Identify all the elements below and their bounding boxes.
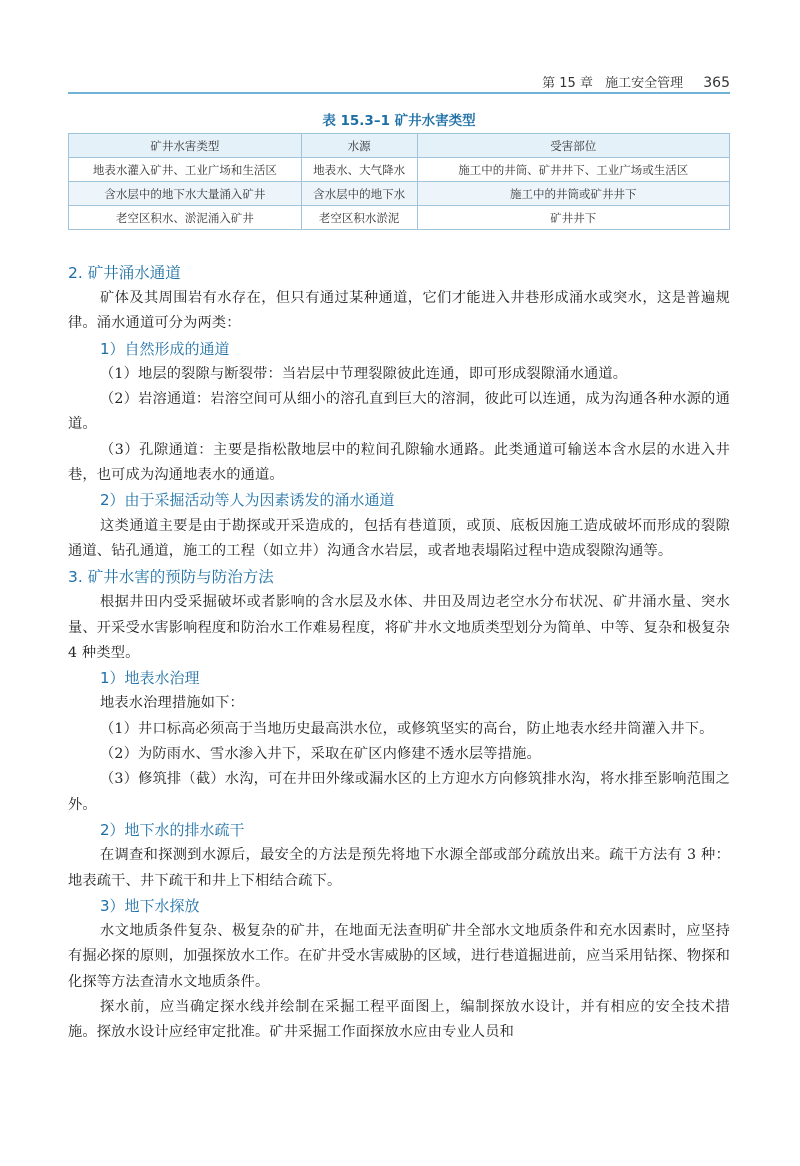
table-cell: 地表水、大气降水 bbox=[301, 158, 417, 182]
paragraph: 在调查和探测到水源后，最安全的方法是预先将地下水源全部或部分疏放出来。疏干方法有 3 种：地表疏干、井下疏干和井上下相结合疏下。 bbox=[68, 847, 730, 889]
paragraph: （2）为防雨水、雪水渗入井下，采取在矿区内修建不透水层等措施。 bbox=[100, 746, 541, 763]
section-heading: 3. 矿井水害的预防与防治方法 bbox=[68, 568, 274, 587]
page-number: 365 bbox=[703, 75, 730, 91]
subsection-heading: 1）地表水治理 bbox=[100, 669, 200, 688]
table-row bbox=[69, 158, 730, 182]
table-cell: 矿井井下 bbox=[417, 206, 729, 230]
subsection-heading: 1）自然形成的通道 bbox=[100, 339, 230, 358]
table-cell: 施工中的井筒或矿井井下 bbox=[417, 182, 729, 206]
chapter-label: 第 15 章 bbox=[542, 76, 593, 91]
paragraph: 矿体及其周围岩有水存在，但只有通过某种通道，它们才能进入井巷形成涌水或突水，这是普遍规律。涌水通道可分为两类： bbox=[68, 290, 730, 332]
subsection-heading: 2）由于采掘活动等人为因素诱发的涌水通道 bbox=[100, 491, 395, 510]
paragraph: （3）修筑排（截）水沟，可在井田外缘或漏水区的上方迎水方向修筑排水沟，将水排至影响范围之外。 bbox=[68, 771, 730, 813]
hazard-type-table bbox=[68, 133, 730, 230]
section-heading: 2. 矿井涌水通道 bbox=[68, 264, 181, 282]
table-cell: 含水层中的地下水大量涌入矿井 bbox=[69, 182, 302, 206]
body-text bbox=[68, 260, 730, 1046]
table-cell: 老空区积水、淤泥涌入矿井 bbox=[69, 206, 302, 230]
table-header-row bbox=[69, 134, 730, 158]
table-cell: 地表水灌入矿井、工业广场和生活区 bbox=[69, 158, 302, 182]
running-header bbox=[68, 68, 730, 94]
paragraph: （2）岩溶通道：岩溶空间可从细小的溶孔直到巨大的溶洞，彼此可以连通，成为沟通各种水源的通道。 bbox=[68, 391, 730, 433]
paragraph: 水文地质条件复杂、极复杂的矿井，在地面无法查明矿井全部水文地质条件和充水因素时，应坚持有掘必探的原则，加强探放水工作。在矿井受水害威胁的区域，进行巷道掘进前，应当采用钻探、物探和化探等方法查清水文地质条件。 bbox=[68, 923, 730, 990]
table-caption: 表 15.3–1 矿井水害类型 bbox=[322, 113, 476, 129]
table-cell: 含水层中的地下水 bbox=[301, 182, 417, 206]
paragraph: 地表水治理措施如下： bbox=[100, 695, 244, 712]
table-cell: 老空区积水淤泥 bbox=[301, 206, 417, 230]
subsection-heading: 2）地下水的排水疏干 bbox=[100, 820, 245, 839]
table-header-cell: 矿井水害类型 bbox=[69, 134, 302, 158]
table-cell: 施工中的井筒、矿井井下、工业广场或生活区 bbox=[417, 158, 729, 182]
paragraph: 这类通道主要是由于勘探或开采造成的，包括有巷道顶，或顶、底板因施工造成破坏而形成的裂隙通道、钻孔通道，施工的工程（如立井）沟通含水岩层，或者地表塌陷过程中造成裂隙沟通等。 bbox=[68, 517, 730, 559]
table-header-cell: 受害部位 bbox=[417, 134, 729, 158]
paragraph: （1）井口标高必须高于当地历史最高洪水位，或修筑坚实的高台，防止地表水经井筒灌入井下。 bbox=[100, 720, 714, 737]
paragraph: 探水前，应当确定探水线并绘制在采掘工程平面图上，编制探放水设计，并有相应的安全技术措施。探放水设计应经审定批准。矿井采掘工作面探放水应由专业人员和 bbox=[68, 999, 730, 1041]
paragraph: 根据井田内受采掘破坏或者影响的含水层及水体、井田及周边老空水分布状况、矿井涌水量、突水量、开采受水害影响程度和防治水工作难易程度，将矿井水文地质类型划分为简单、中等、复杂和极复杂 4 种类型。 bbox=[68, 594, 730, 661]
table-row bbox=[69, 182, 730, 206]
header-text bbox=[542, 72, 730, 91]
section-label: 施工安全管理 bbox=[605, 76, 684, 91]
paragraph: （3）孔隙通道：主要是指松散地层中的粒间孔隙输水通路。此类通道可输送本含水层的水进入井巷，也可成为沟通地表水的通道。 bbox=[68, 441, 730, 484]
table-header-cell: 水源 bbox=[301, 134, 417, 158]
subsection-heading: 3）地下水探放 bbox=[100, 896, 200, 915]
paragraph: （1）地层的裂隙与断裂带：当岩层中节理裂隙彼此连通，即可形成裂隙涌水通道。 bbox=[100, 365, 628, 382]
table-row bbox=[69, 206, 730, 230]
